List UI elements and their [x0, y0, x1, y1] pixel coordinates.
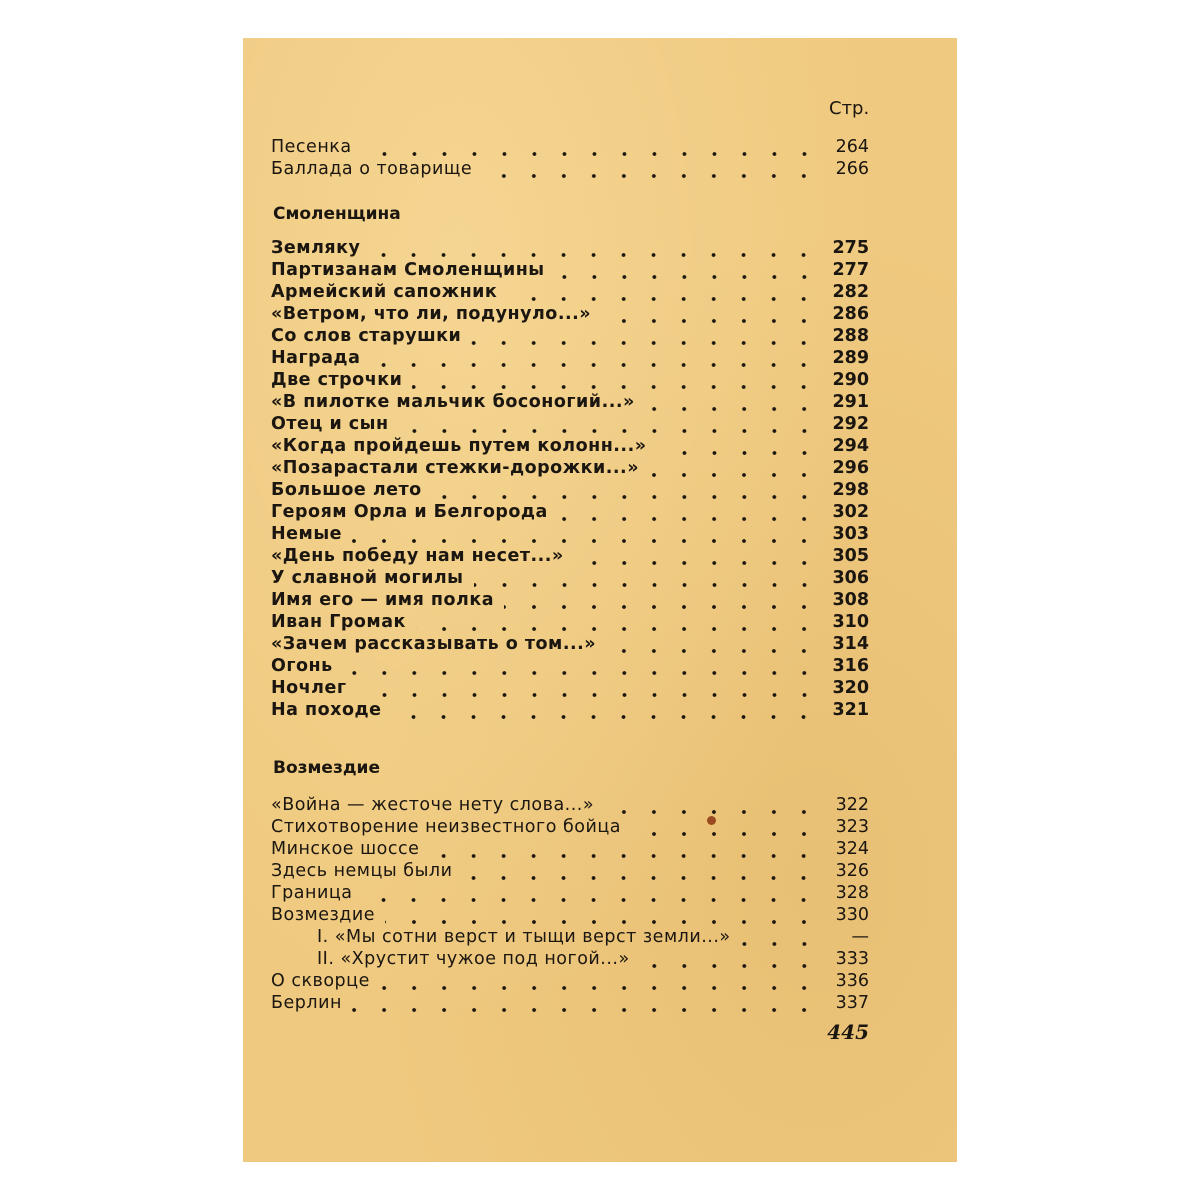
dot-leader [631, 816, 819, 838]
dot-leader [507, 281, 819, 303]
dot-leader [606, 633, 819, 655]
toc-entry [271, 237, 869, 259]
toc-entry-page: 314 [832, 634, 869, 654]
toc-entry [271, 882, 869, 904]
toc-entry-page: 322 [835, 795, 869, 815]
toc-entry [271, 523, 869, 545]
toc-entry-title: «Война — жесточе нету слова...» [271, 795, 595, 815]
toc-entry-page: 310 [832, 612, 869, 632]
toc-entry-title: Немые [271, 524, 343, 544]
toc-entry-title: Баллада о товарище [271, 159, 473, 179]
toc-entry-title: Партизанам Смоленщины [271, 260, 545, 280]
dot-leader [657, 435, 819, 457]
toc-entry-page: 336 [835, 971, 869, 991]
toc-entry-title: У славной могилы [271, 568, 464, 588]
toc-entry-page: 306 [832, 568, 869, 588]
toc-entry [271, 970, 869, 992]
toc-entry-page: 286 [832, 304, 869, 324]
toc-entry-title: Берлин [271, 993, 342, 1013]
toc-entry [271, 391, 869, 413]
toc-entry-title: «День победу нам несет...» [271, 546, 564, 566]
toc-entry-title: Стихотворение неизвестного бойца [271, 817, 621, 837]
dot-leader [640, 948, 819, 970]
dot-leader [352, 523, 819, 545]
toc-entry-page: 291 [832, 392, 869, 412]
toc-entry [271, 838, 869, 860]
toc-entry [271, 926, 869, 948]
toc-entry-page: 282 [832, 282, 869, 302]
toc-entry-page: 277 [832, 260, 869, 280]
toc-entry-title: О скворце [271, 971, 370, 991]
toc-entry-page: 320 [832, 678, 869, 698]
toc-entry-title: I. «Мы сотни верст и тыщи верст земли...» [317, 927, 731, 947]
toc-entry-page: 303 [832, 524, 869, 544]
ink-stain [707, 816, 716, 825]
toc-entry [271, 158, 869, 180]
dot-leader [649, 457, 819, 479]
toc-entry [271, 589, 869, 611]
toc-entry [271, 457, 869, 479]
toc-entry-title: Героям Орла и Белгорода [271, 502, 548, 522]
toc-group-smolenshchina [271, 237, 869, 721]
toc-entry [271, 794, 869, 816]
dot-leader [352, 992, 819, 1014]
toc-entry-title: Имя его — имя полка [271, 590, 495, 610]
toc-entry-page: 289 [832, 348, 869, 368]
dot-leader [416, 611, 819, 633]
toc-entry-title: Минское шоссе [271, 839, 420, 859]
toc-entry-title: Земляку [271, 238, 361, 258]
toc-entry-title: Иван Громак [271, 612, 406, 632]
dot-leader [380, 970, 819, 992]
toc-entry-page: 330 [835, 905, 869, 925]
dot-leader [370, 237, 819, 259]
toc-entry [271, 501, 869, 523]
book-page [243, 38, 957, 1162]
toc-group-vozmezdie [271, 794, 869, 1014]
toc-entry [271, 904, 869, 926]
toc-entry [271, 567, 869, 589]
dot-leader [558, 501, 819, 523]
toc-entry-page: 308 [832, 590, 869, 610]
toc-entry-title: «Ветром, что ли, подунуло...» [271, 304, 592, 324]
toc-entry-title: «Позарастали стежки-дорожки...» [271, 458, 639, 478]
dot-leader [432, 479, 819, 501]
dot-leader [412, 369, 819, 391]
toc-entry [271, 281, 869, 303]
toc-entry-title: Награда [271, 348, 361, 368]
toc-entry [271, 633, 869, 655]
section-title-vozmezdie: Возмездие [273, 758, 380, 778]
toc-entry-page: — [851, 927, 869, 947]
toc-group-1 [271, 136, 869, 180]
toc-entry-page: 292 [832, 414, 869, 434]
toc-entry-page: 266 [835, 159, 869, 179]
dot-leader [471, 325, 819, 347]
toc-entry [271, 992, 869, 1014]
toc-entry-page: 333 [835, 949, 869, 969]
dot-leader [504, 589, 819, 611]
dot-leader [574, 545, 819, 567]
toc-entry [271, 347, 869, 369]
toc-entry-page: 290 [832, 370, 869, 390]
toc-entry [271, 259, 869, 281]
toc-entry-page: 296 [832, 458, 869, 478]
toc-entry-page: 326 [835, 861, 869, 881]
toc-entry-page: 316 [832, 656, 869, 676]
toc-entry-page: 298 [832, 480, 869, 500]
toc-entry-title: Граница [271, 883, 353, 903]
toc-entry-page: 323 [835, 817, 869, 837]
toc-entry-title: Огонь [271, 656, 333, 676]
toc-entry [271, 699, 869, 721]
toc-entry-title: Возмездие [271, 905, 376, 925]
toc-entry-title: На походе [271, 700, 382, 720]
dot-leader [645, 391, 819, 413]
toc-entry-page: 337 [835, 993, 869, 1013]
dot-leader [741, 926, 819, 948]
toc-entry [271, 325, 869, 347]
dot-leader [474, 567, 819, 589]
page-number: 445 [827, 1020, 869, 1044]
toc-entry [271, 369, 869, 391]
toc-entry [271, 655, 869, 677]
dot-leader [604, 794, 819, 816]
toc-entry [271, 303, 869, 325]
toc-entry-title: II. «Хрустит чужое под ногой...» [317, 949, 630, 969]
toc-entry-title: Армейский сапожник [271, 282, 498, 302]
toc-entry-title: Песенка [271, 137, 352, 157]
dot-leader [385, 904, 819, 926]
toc-entry-page: 294 [832, 436, 869, 456]
toc-entry [271, 860, 869, 882]
toc-entry [271, 435, 869, 457]
toc-entry [271, 136, 869, 158]
page-column-header: Стр. [829, 98, 870, 119]
toc-entry [271, 816, 869, 838]
toc-entry-title: Здесь немцы были [271, 861, 453, 881]
toc-entry-page: 275 [832, 238, 869, 258]
toc-entry-title: «Зачем рассказывать о том...» [271, 634, 597, 654]
toc-entry [271, 545, 869, 567]
toc-entry-page: 288 [832, 326, 869, 346]
toc-entry-title: Две строчки [271, 370, 403, 390]
dot-leader [482, 158, 819, 180]
section-title-smolenshchina: Смоленщина [273, 204, 401, 224]
dot-leader [462, 860, 819, 882]
dot-leader [429, 838, 819, 860]
dot-leader [362, 136, 819, 158]
dot-leader [391, 699, 819, 721]
dot-leader [357, 677, 819, 699]
dot-leader [362, 882, 819, 904]
toc-entry-title: Большое лето [271, 480, 422, 500]
toc-entry-page: 305 [832, 546, 869, 566]
toc-entry [271, 413, 869, 435]
toc-entry-title: Ночлег [271, 678, 347, 698]
toc-entry-title: Отец и сын [271, 414, 389, 434]
toc-entry [271, 611, 869, 633]
dot-leader [555, 259, 819, 281]
toc-entry [271, 677, 869, 699]
toc-entry-title: Со слов старушки [271, 326, 462, 346]
dot-leader [399, 413, 819, 435]
dot-leader [343, 655, 819, 677]
toc-entry-title: «Когда пройдешь путем колонн...» [271, 436, 647, 456]
toc-entry-page: 328 [835, 883, 869, 903]
toc-entry-page: 324 [835, 839, 869, 859]
dot-leader [370, 347, 819, 369]
toc-entry [271, 479, 869, 501]
toc-entry-page: 302 [832, 502, 869, 522]
toc-entry-title: «В пилотке мальчик босоногий...» [271, 392, 635, 412]
toc-entry-page: 264 [835, 137, 869, 157]
toc-entry-page: 321 [832, 700, 869, 720]
toc-entry [271, 948, 869, 970]
dot-leader [601, 303, 819, 325]
